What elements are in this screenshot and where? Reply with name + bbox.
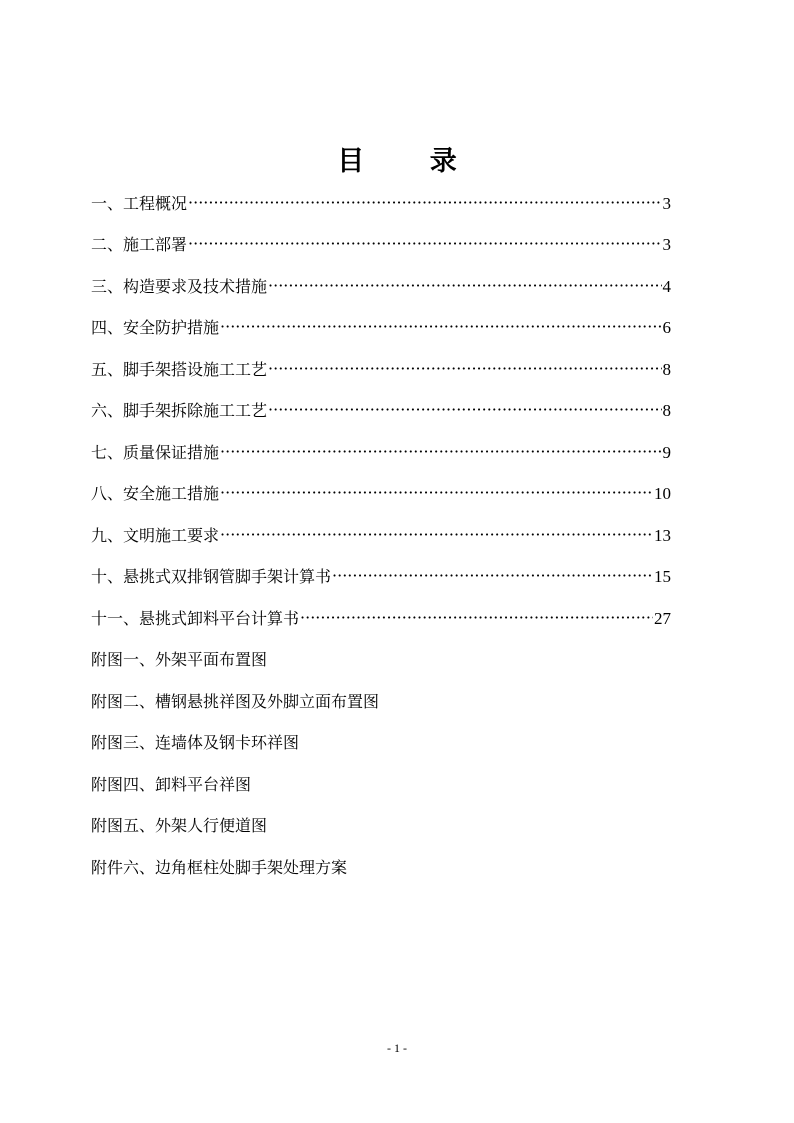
toc-entry-page: 9 — [662, 442, 671, 462]
toc-entry-13[interactable] — [91, 681, 671, 723]
toc-entry-label: 附图四、卸料平台祥图 — [91, 774, 252, 794]
toc-entry-label: 八、安全施工措施 — [91, 484, 220, 504]
toc-entry-label: 十、悬挑式双排钢管脚手架计算书 — [91, 567, 332, 587]
toc-dot-leader — [268, 358, 661, 380]
toc-entry-page: 27 — [654, 608, 671, 628]
toc-entry-page: 3 — [662, 235, 671, 255]
toc-entry-label: 附图一、外架平面布置图 — [91, 650, 268, 670]
toc-dot-leader — [188, 233, 661, 255]
toc-entry-label: 九、文明施工要求 — [91, 525, 220, 545]
toc-entry-15[interactable] — [91, 764, 671, 806]
toc-dot-leader — [220, 316, 661, 338]
toc-dot-leader — [220, 441, 661, 463]
toc-entry-label: 十一、悬挑式卸料平台计算书 — [91, 608, 300, 628]
toc-entry-12[interactable] — [91, 640, 671, 682]
toc-entry-label: 四、安全防护措施 — [91, 318, 220, 338]
toc-dot-leader — [268, 275, 661, 297]
toc-entry-1[interactable] — [91, 183, 671, 225]
toc-entry-2[interactable] — [91, 225, 671, 267]
toc-entry-label: 三、构造要求及技术措施 — [91, 276, 268, 296]
toc-entry-page: 4 — [662, 276, 671, 296]
toc-entry-8[interactable] — [91, 474, 671, 516]
toc-dot-leader — [220, 524, 653, 546]
toc-entry-label: 一、工程概况 — [91, 193, 188, 213]
toc-entry-page: 15 — [654, 567, 671, 587]
toc-entry-17[interactable] — [91, 847, 671, 889]
toc-entry-label: 附图二、槽钢悬挑祥图及外脚立面布置图 — [91, 691, 380, 711]
toc-dot-leader — [332, 565, 653, 587]
toc-entry-7[interactable] — [91, 432, 671, 474]
toc-entry-page: 8 — [662, 359, 671, 379]
page-title: 目 录 — [337, 146, 485, 177]
toc-entry-16[interactable] — [91, 806, 671, 848]
table-of-contents — [91, 183, 671, 889]
toc-entry-10[interactable] — [91, 557, 671, 599]
toc-entry-6[interactable] — [91, 391, 671, 433]
toc-entry-page: 10 — [654, 484, 671, 504]
toc-entry-label: 附图三、连墙体及钢卡环祥图 — [91, 733, 300, 753]
toc-entry-page: 8 — [662, 401, 671, 421]
toc-dot-leader — [220, 482, 653, 504]
toc-entry-label: 六、脚手架拆除施工工艺 — [91, 401, 268, 421]
toc-entry-3[interactable] — [91, 266, 671, 308]
toc-entry-5[interactable] — [91, 349, 671, 391]
toc-entry-label: 二、施工部署 — [91, 235, 188, 255]
toc-entry-4[interactable] — [91, 308, 671, 350]
toc-entry-label: 五、脚手架搭设施工工艺 — [91, 359, 268, 379]
page-number: - 1 - — [387, 1041, 407, 1055]
toc-entry-14[interactable] — [91, 723, 671, 765]
toc-entry-label: 七、质量保证措施 — [91, 442, 220, 462]
toc-entry-label: 附件六、边角框柱处脚手架处理方案 — [91, 857, 348, 877]
toc-dot-leader — [268, 399, 661, 421]
toc-entry-page: 6 — [662, 318, 671, 338]
toc-entry-9[interactable] — [91, 515, 671, 557]
toc-dot-leader — [300, 607, 653, 629]
toc-entry-page: 3 — [662, 193, 671, 213]
toc-dot-leader — [188, 192, 661, 214]
toc-entry-label: 附图五、外架人行便道图 — [91, 816, 268, 836]
toc-entry-page: 13 — [654, 525, 671, 545]
toc-entry-11[interactable] — [91, 598, 671, 640]
